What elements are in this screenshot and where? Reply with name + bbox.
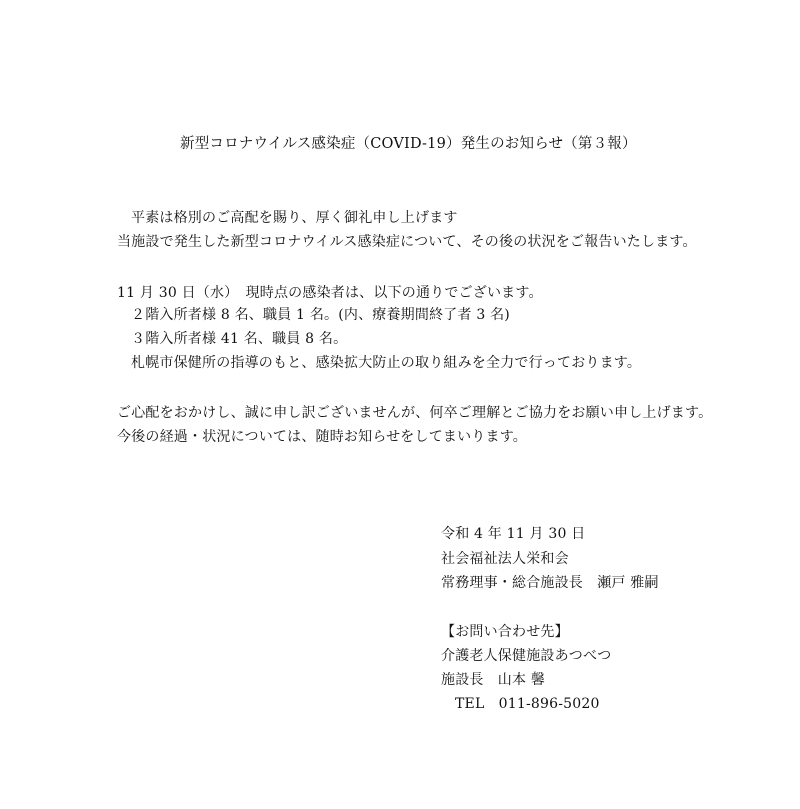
closing-line-1: ご心配をおかけし、誠に申し訳ございませんが、何卒ご理解とご協力をお願い申し上げます。 xyxy=(117,405,713,421)
signature-date: 令和 4 年 11 月 30 日 xyxy=(441,526,586,542)
status-date-line: 11 月 30 日（水） 現時点の感染者は、以下の通りでございます。 xyxy=(117,285,543,301)
greeting-line-1: 平素は格別のご高配を賜り、厚く御礼申し上げます xyxy=(131,210,458,226)
closing-line-2: 今後の経過・状況については、随時お知らせをしてまいります。 xyxy=(117,429,527,445)
status-floor3-line: ３階入所者様 41 名、職員 8 名。 xyxy=(131,331,348,347)
contact-person: 施設長 山本 馨 xyxy=(441,672,546,688)
contact-header: 【お問い合わせ先】 xyxy=(441,624,569,640)
contact-facility: 介護老人保健施設あつべつ xyxy=(441,648,612,664)
signature-signer: 常務理事・総合施設長 瀬戸 雅嗣 xyxy=(441,575,659,591)
contact-tel: TEL 011-896-5020 xyxy=(455,696,600,712)
status-measures-line: 札幌市保健所の指導のもと、感染拡大防止の取り組みを全力で行っております。 xyxy=(131,355,642,371)
signature-organization: 社会福祉法人栄和会 xyxy=(441,551,569,567)
greeting-line-2: 当施設で発生した新型コロナウイルス感染症について、その後の状況をご報告いたします。 xyxy=(117,234,697,250)
status-floor2-line: ２階入所者様 8 名、職員 1 名。(内、療養期間終了者 3 名) xyxy=(131,307,510,323)
notice-title: 新型コロナウイルス感染症（COVID-19）発生のお知らせ（第３報） xyxy=(180,136,637,152)
